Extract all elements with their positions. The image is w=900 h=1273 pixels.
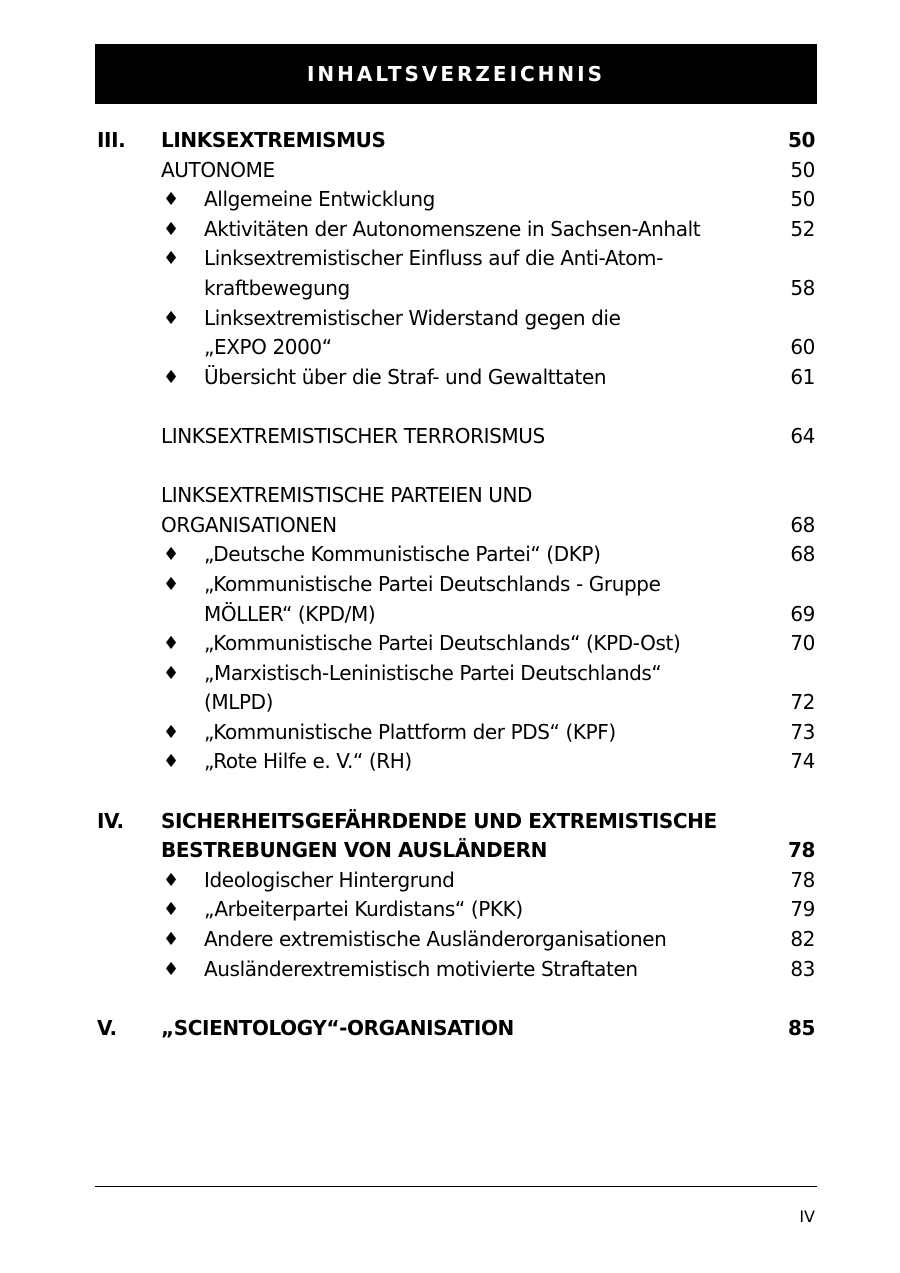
entry-title: Linksextremistischer Einfluss auf die Anti-Atom- — [204, 246, 663, 271]
toc-entry-bullet[interactable] — [95, 185, 817, 215]
section-number: IV. — [97, 808, 124, 833]
entry-page-number: 82 — [790, 927, 815, 952]
entry-page-number: 79 — [790, 897, 815, 922]
toc-entry-bullet[interactable] — [95, 244, 817, 274]
entry-title: Allgemeine Entwicklung — [204, 187, 435, 212]
entry-title: (MLPD) — [204, 690, 274, 715]
toc-entry-bullet[interactable] — [95, 718, 817, 748]
entry-title: Linksextremistischer Widerstand gegen die — [204, 305, 621, 330]
table-of-contents — [95, 126, 817, 1043]
toc-entry-heading[interactable] — [95, 156, 817, 186]
toc-entry-bullet[interactable] — [95, 363, 817, 393]
toc-entry-bullet[interactable] — [95, 747, 817, 777]
footer-divider — [95, 1186, 817, 1187]
section-number: V. — [97, 1015, 117, 1040]
entry-page-number: 68 — [790, 542, 815, 567]
toc-entry-bullet[interactable] — [95, 274, 817, 304]
toc-entry-bullet[interactable] — [95, 688, 817, 718]
diamond-bullet-icon: ♦ — [163, 366, 179, 388]
diamond-bullet-icon: ♦ — [163, 958, 179, 980]
toc-title-banner — [95, 44, 817, 104]
entry-page-number: 78 — [790, 867, 815, 892]
toc-entry-bullet[interactable] — [95, 333, 817, 363]
diamond-bullet-icon: ♦ — [163, 189, 179, 211]
entry-page-number: 52 — [790, 216, 815, 241]
entry-title: „Kommunistische Plattform der PDS“ (KPF) — [204, 719, 616, 744]
entry-page-number: 85 — [787, 1015, 815, 1040]
toc-entry-heading[interactable] — [95, 481, 817, 511]
entry-page-number: 83 — [790, 956, 815, 981]
entry-title: LINKSEXTREMISTISCHER TERRORISMUS — [161, 423, 545, 448]
toc-entry-bullet[interactable] — [95, 925, 817, 955]
entry-title: „Kommunistische Partei Deutschlands“ (KPD-Ost) — [204, 631, 681, 656]
entry-page-number: 50 — [787, 128, 815, 152]
entry-page-number: 73 — [790, 719, 815, 744]
entry-page-number: 69 — [790, 601, 815, 626]
diamond-bullet-icon: ♦ — [163, 544, 179, 566]
entry-page-number: 50 — [790, 187, 815, 212]
diamond-bullet-icon: ♦ — [163, 307, 179, 329]
toc-entry-heading[interactable] — [95, 511, 817, 541]
diamond-bullet-icon: ♦ — [163, 869, 179, 891]
toc-entry-bullet[interactable] — [95, 866, 817, 896]
page-number: IV — [799, 1207, 815, 1226]
entry-page-number: 64 — [790, 423, 815, 448]
entry-title: kraftbewegung — [204, 275, 350, 300]
entry-page-number: 61 — [790, 364, 815, 389]
toc-entry-bullet[interactable] — [95, 570, 817, 600]
entry-title: „Marxistisch-Leninistische Partei Deutschlands“ — [204, 660, 662, 685]
toc-entry-bullet[interactable] — [95, 659, 817, 689]
toc-entry-section[interactable] — [95, 807, 817, 837]
toc-entry-bullet[interactable] — [95, 540, 817, 570]
entry-page-number: 50 — [790, 157, 815, 182]
entry-page-number: 58 — [790, 275, 815, 300]
toc-entry-bullet[interactable] — [95, 304, 817, 334]
entry-title: BESTREBUNGEN VON AUSLÄNDERN — [161, 838, 547, 863]
entry-title: Übersicht über die Straf- und Gewalttaten — [204, 364, 607, 389]
entry-title: Ideologischer Hintergrund — [204, 867, 455, 892]
toc-entry-section[interactable] — [95, 126, 817, 156]
toc-entry-bullet[interactable] — [95, 629, 817, 659]
spacer — [95, 984, 817, 1014]
toc-entry-bullet[interactable] — [95, 600, 817, 630]
entry-title: „EXPO 2000“ — [204, 335, 332, 360]
toc-entry-bullet[interactable] — [95, 895, 817, 925]
entry-page-number: 70 — [790, 631, 815, 656]
diamond-bullet-icon: ♦ — [163, 929, 179, 951]
entry-title: LINKSEXTREMISTISCHE PARTEIEN UND — [161, 483, 533, 508]
entry-title: „Rote Hilfe e. V.“ (RH) — [204, 749, 412, 774]
entry-title: „Arbeiterpartei Kurdistans“ (PKK) — [204, 897, 523, 922]
entry-title: MÖLLER“ (KPD/M) — [204, 601, 376, 626]
entry-title: ORGANISATIONEN — [161, 512, 337, 537]
spacer — [95, 452, 817, 482]
diamond-bullet-icon: ♦ — [163, 633, 179, 655]
spacer — [95, 777, 817, 807]
entry-title: Andere extremistische Ausländerorganisationen — [204, 927, 667, 952]
entry-title: „Kommunistische Partei Deutschlands - Gruppe — [204, 571, 661, 596]
entry-title: SICHERHEITSGEFÄHRDENDE UND EXTREMISTISCHE — [161, 808, 717, 833]
entry-page-number: 72 — [790, 690, 815, 715]
entry-page-number: 60 — [790, 335, 815, 360]
entry-page-number: 68 — [790, 512, 815, 537]
entry-title: Aktivitäten der Autonomenszene in Sachsen-Anhalt — [204, 216, 701, 241]
entry-title: „SCIENTOLOGY“-ORGANISATION — [161, 1015, 514, 1040]
diamond-bullet-icon: ♦ — [163, 721, 179, 743]
diamond-bullet-icon: ♦ — [163, 899, 179, 921]
diamond-bullet-icon: ♦ — [163, 573, 179, 595]
diamond-bullet-icon: ♦ — [163, 218, 179, 240]
diamond-bullet-icon: ♦ — [163, 751, 179, 773]
entry-title: „Deutsche Kommunistische Partei“ (DKP) — [204, 542, 601, 567]
spacer — [95, 392, 817, 422]
toc-entry-bullet[interactable] — [95, 215, 817, 245]
toc-entry-section[interactable] — [95, 836, 817, 866]
entry-title: AUTONOME — [161, 157, 275, 182]
toc-entry-section[interactable] — [95, 1014, 817, 1044]
section-number: III. — [97, 128, 126, 152]
toc-title: INHALTSVERZEICHNIS — [306, 62, 606, 86]
diamond-bullet-icon: ♦ — [163, 662, 179, 684]
entry-title: LINKSEXTREMISMUS — [161, 128, 386, 152]
entry-title: Ausländerextremistisch motivierte Straftaten — [204, 956, 638, 981]
diamond-bullet-icon: ♦ — [163, 248, 179, 270]
toc-entry-heading[interactable] — [95, 422, 817, 452]
toc-entry-bullet[interactable] — [95, 955, 817, 985]
entry-page-number: 78 — [787, 838, 815, 863]
entry-page-number: 74 — [790, 749, 815, 774]
